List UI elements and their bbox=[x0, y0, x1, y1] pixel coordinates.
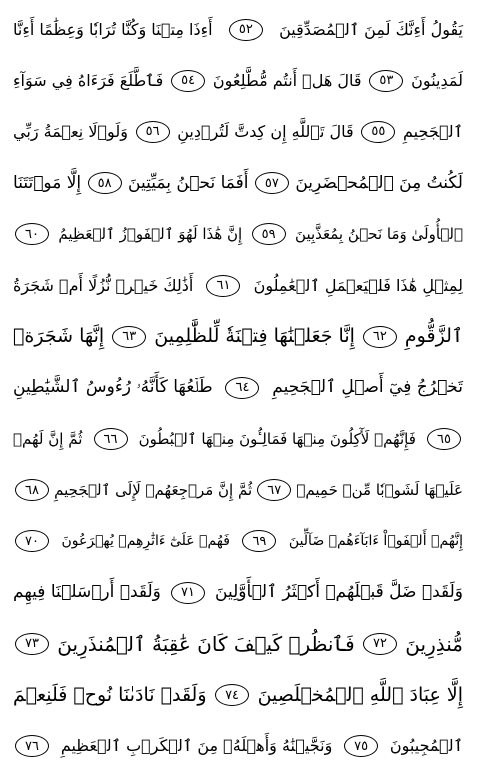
verse-text: تَخۡرُجُ فِيٓ أَصۡلِ ٱلۡجَحِيمِ bbox=[272, 377, 463, 398]
text-line bbox=[0, 567, 480, 618]
verse-text: ٱلزَّقُّومِ bbox=[404, 325, 463, 348]
verse-text: وَلَقَدۡ نَادَىٰنَا نُوحٞ فَلَنِعۡمَ bbox=[13, 683, 207, 706]
text-line bbox=[0, 618, 480, 669]
text-line bbox=[0, 721, 480, 772]
text-line bbox=[0, 414, 480, 465]
verse-text: ثُمَّ إِنَّ لَهُمۡ bbox=[13, 429, 83, 448]
text-line bbox=[0, 669, 480, 720]
verse-text: يَقُولُ أَءِنَّكَ لَمِنَ ٱلۡمُصَدِّقِينَ bbox=[279, 19, 463, 39]
text-line bbox=[0, 362, 480, 413]
text-line bbox=[0, 158, 480, 209]
verse-number-marker: ٥٣ bbox=[369, 70, 403, 92]
text-line bbox=[0, 106, 480, 157]
text-line bbox=[0, 311, 480, 362]
verse-number-marker: ٦٠ bbox=[15, 223, 49, 245]
verse-number-marker: ٦٣ bbox=[112, 326, 146, 348]
verse-text: فَهُمۡ عَلَىٰٓ ءَاثَٰرِهِمۡ يُهۡرَعُونَ bbox=[61, 533, 230, 550]
text-line bbox=[0, 55, 480, 106]
verse-text: إِنَّهُمۡ أَلۡفَوۡاْ ءَابَآءَهُمۡ ضَآلِّينَ bbox=[288, 533, 463, 550]
verse-text: إِلَّا عِبَادَ ٱللَّهِ ٱلۡمُخۡلَصِينَ bbox=[257, 683, 463, 706]
verse-number-marker: ٦٢ bbox=[363, 326, 397, 348]
verse-number-marker: ٦٧ bbox=[257, 479, 291, 501]
text-line bbox=[0, 516, 480, 567]
verse-number-marker: ٦٤ bbox=[225, 377, 259, 399]
verse-number-marker: ٧١ bbox=[171, 582, 205, 604]
verse-number-marker: ٧٥ bbox=[344, 735, 378, 757]
verse-number-marker: ٥٤ bbox=[171, 70, 205, 92]
verse-number-marker: ٥٢ bbox=[229, 19, 263, 41]
verse-text: ٱلۡجَحِيمِ bbox=[403, 121, 463, 141]
verse-number-marker: ٥٩ bbox=[252, 223, 286, 245]
verse-number-marker: ٥٧ bbox=[255, 172, 289, 194]
verse-text: لِمِثۡلِ هَٰذَا فَلۡيَعۡمَلِ ٱلۡعَٰمِلُونَ bbox=[253, 275, 463, 295]
verse-text: وَلَقَدۡ أَرۡسَلۡنَا فِيهِم bbox=[13, 582, 161, 603]
verse-number-marker: ٦٨ bbox=[15, 479, 49, 501]
text-line bbox=[0, 209, 480, 260]
verse-text: إِلَّا مَوۡتَتَنَا bbox=[13, 172, 82, 193]
verse-text: ٱلۡمُجِيبُونَ bbox=[389, 736, 463, 756]
verse-text: فَٱنظُرۡ كَيۡفَ كَانَ عَٰقِبَةُ ٱلۡمُنذَرِينَ bbox=[57, 631, 355, 656]
verse-number-marker: ٥٦ bbox=[136, 121, 170, 143]
verse-number-marker: ٧٣ bbox=[15, 633, 49, 655]
verse-number-marker: ٥٨ bbox=[88, 172, 122, 194]
verse-text: ثُمَّ إِنَّ مَرۡجِعَهُمۡ لَإِلَى ٱلۡجَحِيمِ bbox=[54, 480, 253, 499]
verse-number-marker: ٧٤ bbox=[215, 684, 249, 706]
verse-number-marker: ٦٩ bbox=[242, 530, 276, 552]
verse-text: طَلۡعُهَا كَأَنَّهُۥ رُءُوسُ ٱلشَّيَٰطِينِ bbox=[13, 377, 213, 398]
verse-text: إِنَّهَا شَجَرَةٞ bbox=[13, 325, 105, 348]
verse-number-marker: ٧٢ bbox=[363, 633, 397, 655]
verse-text: وَلَوۡلَا نِعۡمَةُ رَبِّي bbox=[13, 121, 128, 141]
verse-text: أَذَٰلِكَ خَيۡرٞ نُّزُلًا أَمۡ شَجَرَةُ bbox=[13, 275, 194, 295]
verse-number-marker: ٧٠ bbox=[15, 530, 49, 552]
verse-text: قَالَ تَٱللَّهِ إِن كِدتَّ لَتُرۡدِينِ bbox=[177, 121, 354, 141]
verse-text: وَنَجَّيۡنَٰهُ وَأَهۡلَهُۥ مِنَ ٱلۡكَرۡبِ ٱلۡعَظِيمِ bbox=[60, 736, 333, 756]
verse-number-marker: ٥٥ bbox=[361, 121, 395, 143]
verse-number-marker: ٦٦ bbox=[94, 428, 128, 450]
verse-number-marker: ٧٦ bbox=[15, 735, 49, 757]
verse-text: لَكُنتُ مِنَ ٱلۡمُحۡضَرِينَ bbox=[295, 172, 463, 193]
verse-text: لَمَدِينُونَ bbox=[411, 70, 463, 90]
verse-number-marker: ٦١ bbox=[206, 275, 240, 297]
text-line bbox=[0, 260, 480, 311]
verse-text: قَالَ هَلۡ أَنتُم مُّطَّلِعُونَ bbox=[212, 70, 362, 90]
verse-text: فَإِنَّهُمۡ لَأٓكِلُونَ مِنۡهَا فَمَالِـُٔونَ مِنۡهَا ٱلۡبُطُونَ bbox=[138, 429, 416, 448]
verse-text: وَلَقَدۡ ضَلَّ قَبۡلَهُمۡ أَكۡثَرُ ٱلۡأَوَّلِينَ bbox=[215, 582, 463, 603]
verse-text: إِنَّ هَٰذَا لَهُوَ ٱلۡفَوۡزُ ٱلۡعَظِيمُ bbox=[58, 224, 243, 243]
text-line bbox=[0, 4, 480, 55]
verse-text: ٱلۡأُولَىٰ وَمَا نَحۡنُ بِمُعَذَّبِينَ bbox=[295, 224, 463, 243]
verse-number-marker: ٦٥ bbox=[427, 428, 461, 450]
text-line bbox=[0, 465, 480, 516]
verse-text: إِنَّا جَعَلۡنَٰهَا فِتۡنَةٗ لِّلظَّٰلِمِينَ bbox=[154, 325, 355, 348]
verse-text: أَفَمَا نَحۡنُ بِمَيِّتِينَ bbox=[128, 172, 249, 193]
verse-text: أَءِذَا مِتۡنَا وَكُنَّا تُرَابٗا وَعِظَٰمًا أَءِنَّا bbox=[13, 19, 213, 39]
verse-text: عَلَيۡهَا لَشَوۡبٗا مِّنۡ حَمِيمٖ bbox=[296, 480, 463, 499]
verse-text: فَٱطَّلَعَ فَرَءَاهُ فِي سَوَآءِ bbox=[13, 70, 164, 90]
verse-text: مُّنذِرِينَ bbox=[405, 631, 463, 656]
